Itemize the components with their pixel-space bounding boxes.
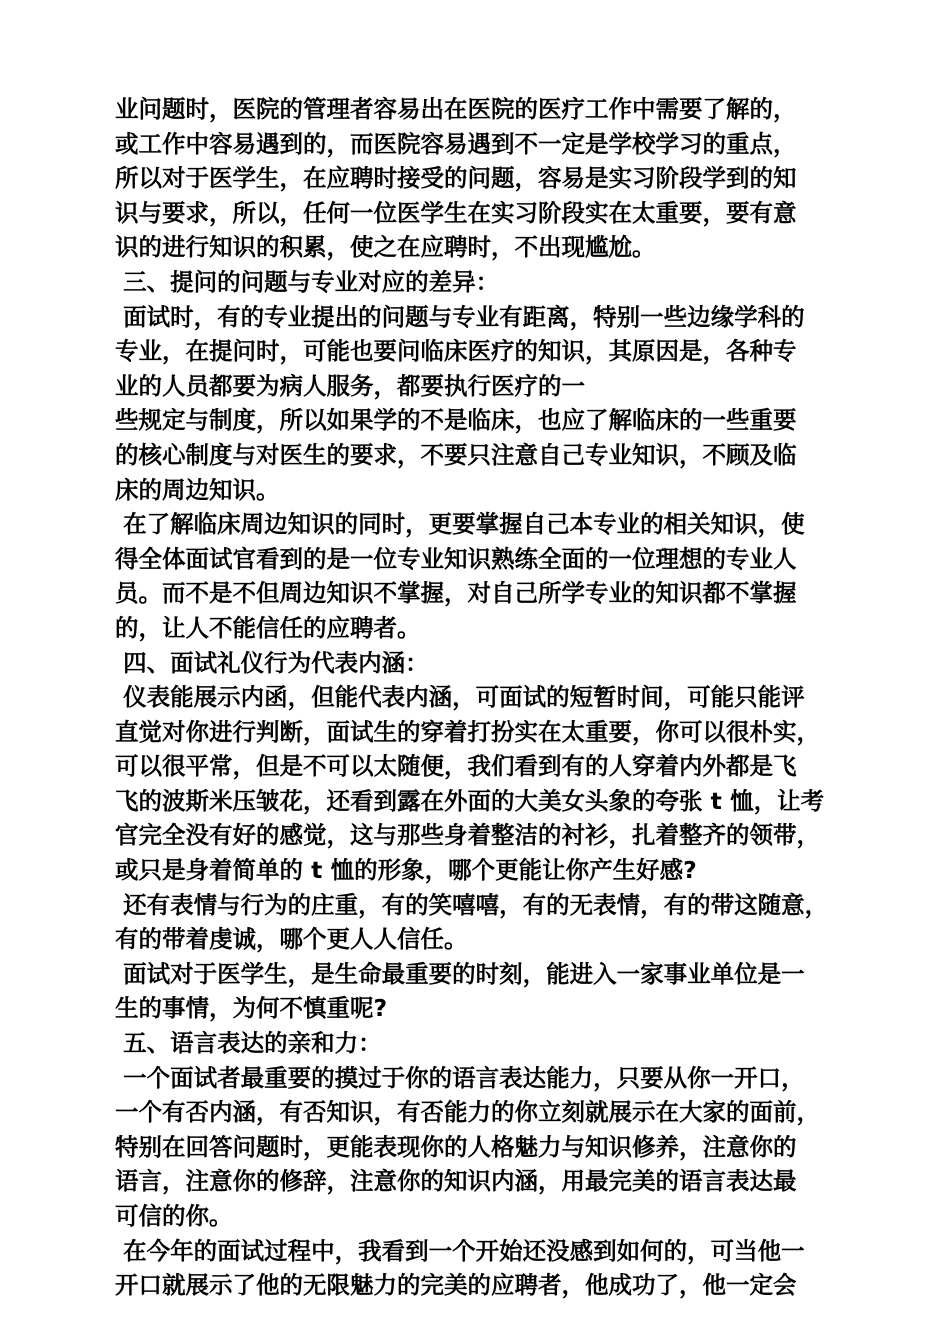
text-line: 可以很平常，但是不可以太随便，我们看到有的人穿着内外都是飞 bbox=[115, 752, 797, 781]
text-line: 识与要求，所以，任何一位医学生在实习阶段实在太重要，要有意 bbox=[115, 198, 797, 227]
text-line: 有的带着虔诚，哪个更人人信任。 bbox=[115, 925, 468, 954]
text-line: 四、面试礼仪行为代表内涵： bbox=[115, 648, 429, 677]
text-line: 一个有否内涵，有否知识，有否能力的你立刻就展示在大家的面前， bbox=[115, 1098, 820, 1127]
text-line: 五、语言表达的亲和力： bbox=[115, 1029, 382, 1058]
text-line: 面试时，有的专业提出的问题与专业有距离，特别一些边缘学科的 bbox=[115, 302, 805, 331]
text-line: 一个面试者最重要的摸过于你的语言表达能力，只要从你一开口， bbox=[115, 1063, 805, 1092]
text-line: 开口就展示了他的无限魅力的完美的应聘者，他成功了，他一定会 bbox=[115, 1271, 797, 1300]
text-line: 仪表能展示内函，但能代表内涵，可面试的短暂时间，可能只能评 bbox=[115, 683, 805, 712]
text-line: 的核心制度与对医生的要求，不要只注意自己专业知识，不顾及临 bbox=[115, 440, 797, 469]
text-line: 所以对于医学生，在应聘时接受的问题，容易是实习阶段学到的知 bbox=[115, 164, 797, 193]
text-line: 语言，注意你的修辞，注意你的知识内涵，用最完美的语言表达最 bbox=[115, 1167, 797, 1196]
text-line: 还有表情与行为的庄重，有的笑嘻嘻，有的无表情，有的带这随意， bbox=[115, 890, 829, 919]
text-line: 业问题时，医院的管理者容易出在医院的医疗工作中需要了解的， bbox=[115, 95, 797, 123]
text-line: 直觉对你进行判断，面试生的穿着打扮实在太重要，你可以很朴实， bbox=[115, 717, 820, 746]
text-line: 在今年的面试过程中，我看到一个开始还没感到如何的，可当他一 bbox=[115, 1236, 805, 1265]
text-line: 专业，在提问时，可能也要问临床医疗的知识，其原因是，各种专 bbox=[115, 337, 797, 366]
text-line: 些规定与制度，所以如果学的不是临床，也应了解临床的一些重要 bbox=[115, 406, 797, 435]
text-line: 识的进行知识的积累，使之在应聘时，不出现尴尬。 bbox=[115, 233, 656, 262]
document-body bbox=[115, 92, 837, 1303]
text-line: 或只是身着简单的 t 恤的形象，哪个更能让你产生好感? bbox=[115, 856, 697, 885]
text-line: 员。而不是不但周边知识不掌握，对自己所学专业的知识都不掌握 bbox=[115, 579, 797, 608]
text-line: 或工作中容易遇到的，而医院容易遇到不一定是学校学习的重点， bbox=[115, 129, 797, 158]
text-line: 飞的波斯米压皱花，还看到露在外面的大美女头象的夸张 t 恤，让考 bbox=[115, 786, 825, 815]
text-line: 三、提问的问题与专业对应的差异： bbox=[115, 267, 500, 296]
text-line: 的，让人不能信任的应聘者。 bbox=[115, 613, 421, 642]
text-line: 可信的你。 bbox=[115, 1202, 233, 1230]
text-line: 业的人员都要为病人服务，都要执行医疗的一 bbox=[115, 371, 585, 400]
text-line: 得全体面试官看到的是一位专业知识熟练全面的一位理想的专业人 bbox=[115, 544, 797, 573]
text-line: 在了解临床周边知识的同时，更要掌握自己本专业的相关知识，使 bbox=[115, 510, 805, 539]
text-line: 面试对于医学生，是生命最重要的时刻，能进入一家事业单位是一 bbox=[115, 959, 805, 988]
text-line: 官完全没有好的感觉，这与那些身着整洁的衬衫，扎着整齐的领带， bbox=[115, 821, 820, 850]
text-line: 特别在回答问题时，更能表现你的人格魅力与知识修养，注意你的 bbox=[115, 1132, 797, 1161]
text-line: 床的周边知识。 bbox=[115, 475, 280, 504]
text-line: 生的事情，为何不慎重呢? bbox=[115, 994, 388, 1023]
